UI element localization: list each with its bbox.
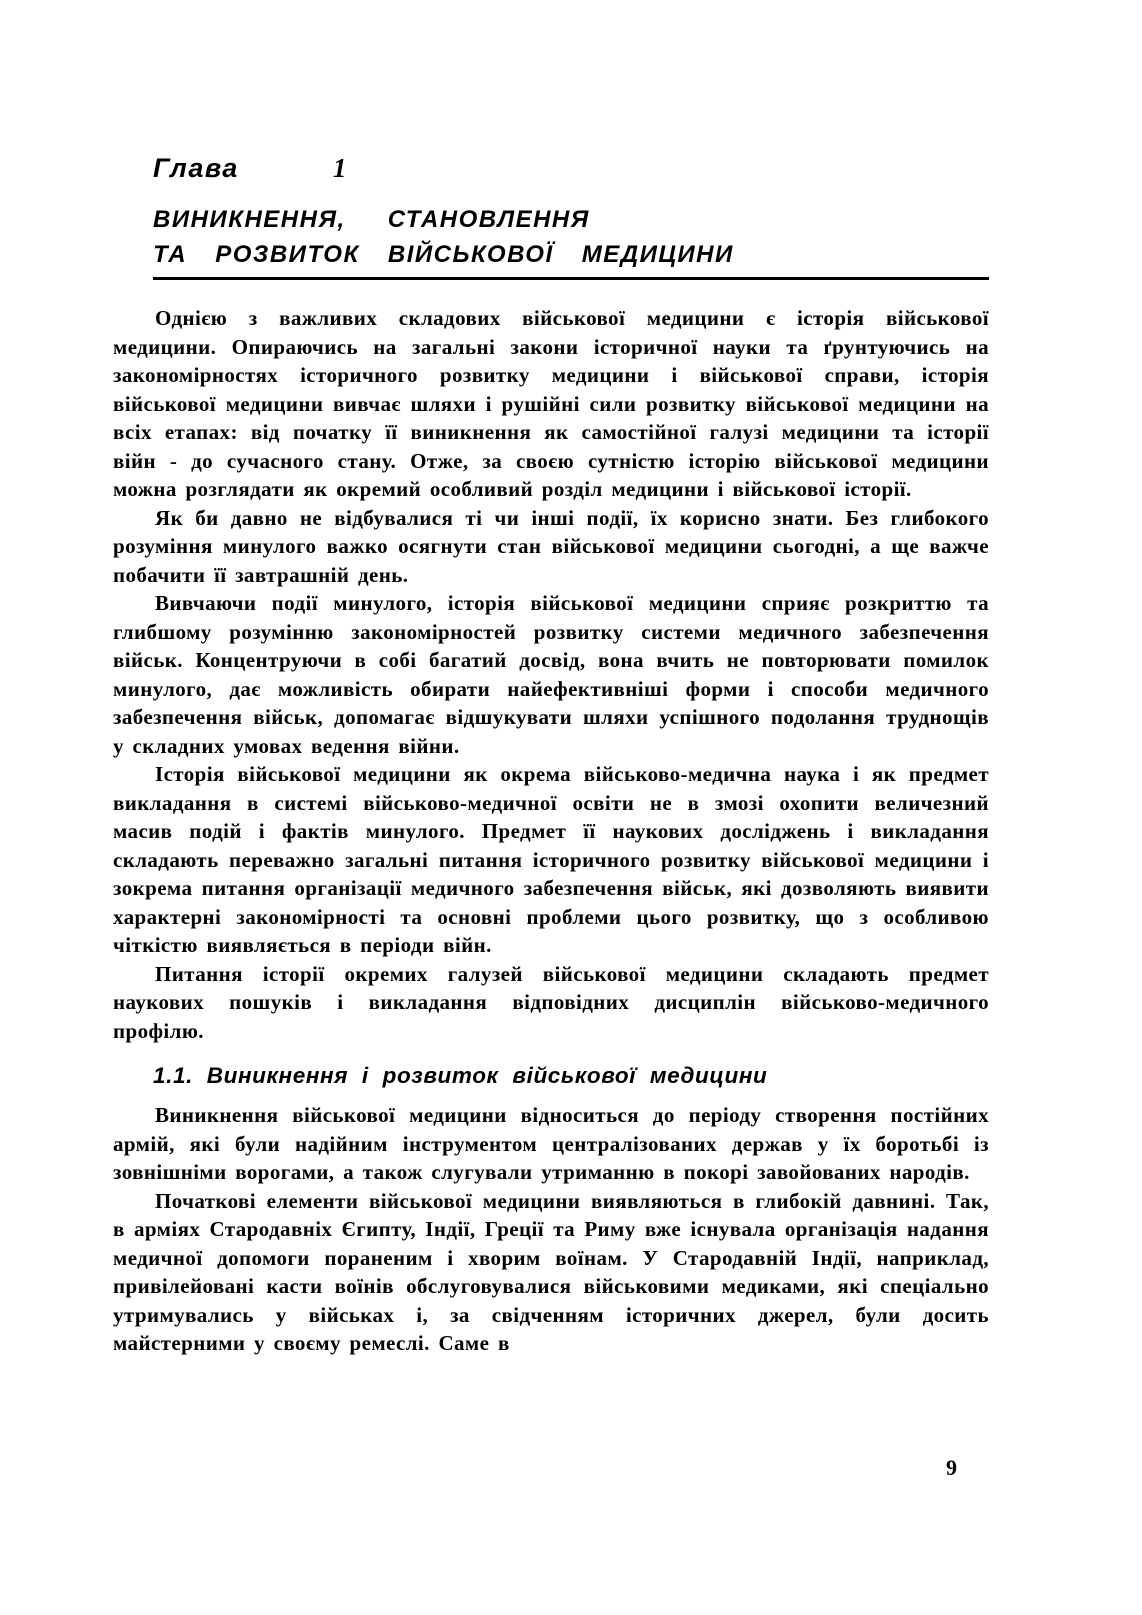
chapter-number: 1 [332, 153, 348, 183]
chapter-title [153, 202, 989, 280]
chapter-label: Глава [153, 153, 239, 183]
paragraph: Початкові елементи військової медицини виявляються в глибокій давнині. Так, в арміях Стародавніх Єгипту, Індії, Греції та Риму вже існувала організація надання медичної допомоги пораненим і хворим воїнам. У Стародавній Індії, наприклад, привілейовані касти воїнів обслуговувалися військовими медиками, які спеціально утримувались у військах і, за свідченням історичних джерел, були досить майстерними у своєму ремеслі. Саме в [113, 1188, 989, 1355]
text-block [113, 152, 989, 1358]
paragraph: Виникнення військової медицини відноситься до періоду створення постійних армій, які були надійним інструментом централізованих держав у їх боротьбі із зовнішніми ворогами, а також слугували утриманню в покорі завойованих народів. [113, 1103, 989, 1184]
section-heading: 1.1. Виникнення і розвиток військової медицини [153, 1063, 768, 1088]
page-number: 9 [946, 1455, 957, 1480]
paragraph: Однією з важливих складових військової медицини є історія військової медицини. Опираючись на загальні закони історичної науки та ґрунтуючись на закономірностях історичного розвитку медицини і військової справи, історія військової медицини вивчає шляхи і рушійні сили розвитку військової медицини на всіх етапах: від початку її виникнення як самостійної галузі медицини та історії війн - до сучасного стану. Отже, за своєю сутністю історію військової медицини можна розглядати як окремий особливий розділ медицини і військової історії. [113, 306, 989, 501]
paragraph: Як би давно не відбувалися ті чи інші події, їх корисно знати. Без глибокого розуміння минулого важко осягнути стан військової медицини сьогодні, а ще важче побачити її завтрашній день. [113, 505, 989, 587]
paragraph: Питання історії окремих галузей військової медицини складають предмет наукових пошуків і викладання відповідних дисциплін військово-медичного профілю. [113, 961, 989, 1043]
chapter-title-line-2: ТА РОЗВИТОК ВІЙСЬКОВОЇ МЕДИЦИНИ [153, 237, 989, 280]
paragraph: Вивчаючи події минулого, історія військової медицини сприяє розкриттю та глибшому розумінню закономірностей розвитку системи медичного забезпечення військ. Концентруючи в собі багатий досвід, вона вчить не повторювати помилок минулого, дає можливість обирати найефективніші форми і способи медичного забезпечення військ, допомагає відшукувати шляхи успішного подолання труднощів у складних умовах ведення війни. [113, 591, 989, 758]
paragraph: Історія військової медицини як окрема військово-медична наука і як предмет викладання в системі військово-медичної освіти не в змозі охопити величезний масив подій і фактів минулого. Предмет її наукових досліджень і викладання складають переважно загальні питання історичного розвитку військової медицини і зокрема питання організації медичного забезпечення військ, які дозволяють виявити характерні закономірності та основні проблеми цього розвитку, що з особливою чіткістю виявляється в періоди війн. [113, 762, 989, 957]
chapter-title-line-1: ВИНИКНЕННЯ, СТАНОВЛЕННЯ [153, 206, 590, 233]
chapter-heading [153, 152, 989, 184]
